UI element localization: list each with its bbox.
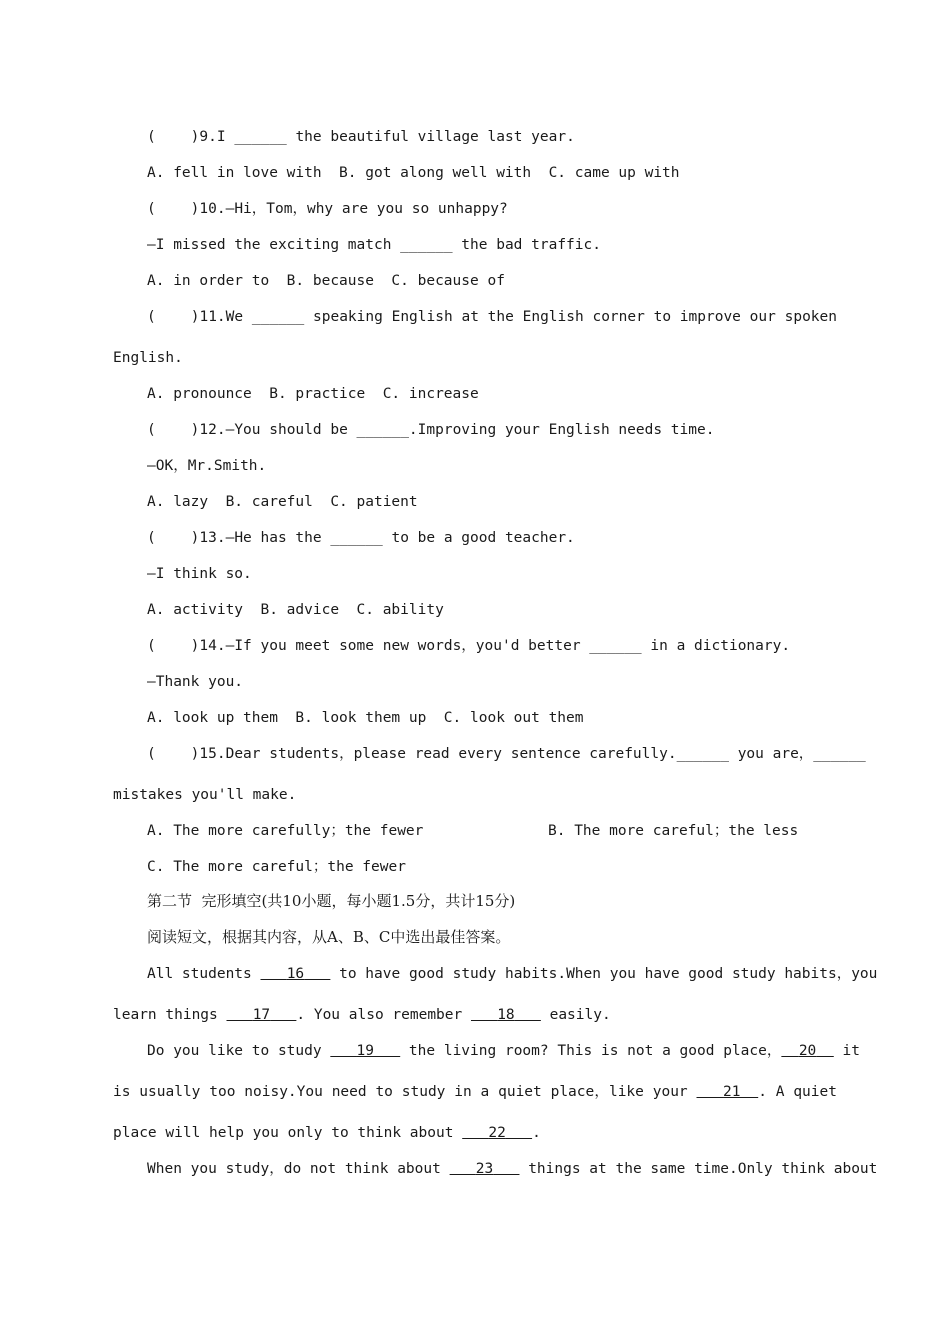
passage-line [147,966,878,982]
question-12 [147,423,714,438]
question-10-options: A. in order to B. because C. because of [147,273,505,289]
blank-18 [471,1007,541,1023]
passage-line [113,1126,541,1141]
question-number: 12. [199,422,226,438]
question-15-option-c: C. The more careful；the fewer [147,859,406,875]
answer-parenthesis: ( ) [147,129,200,145]
passage-text: easily. [540,1007,611,1023]
passage-line [113,1008,611,1023]
answer-parenthesis: ( ) [147,309,200,325]
blank-number: 19 [356,1043,374,1059]
passage-text: All students [147,966,261,982]
question-number: 10. [199,201,226,217]
passage-text: it [833,1043,860,1059]
question-15-continued: mistakes you'll make. [113,787,297,803]
blank-19 [330,1043,400,1059]
passage-line [147,1161,878,1177]
passage-text: to have good study habits.When you have good study habits，you [330,966,878,982]
passage-text: . You also remember [296,1007,471,1023]
question-12-options: A. lazy B. careful C. patient [147,494,418,510]
question-13-options: A. activity B. advice C. ability [147,602,444,618]
question-11-options: A. pronounce B. practice C. increase [147,386,479,402]
passage-text: the living room? This is not a good place， [400,1043,782,1059]
passage-text: place will help you only to think about [113,1125,463,1141]
answer-parenthesis: ( ) [147,746,200,762]
question-15-option-b: B. The more careful；the less [548,823,799,839]
blank-number: 21 [723,1084,741,1100]
question-9-options: A. fell in love with B. got along well with C. came up with [147,165,680,181]
question-15-option-a: A. The more carefully；the fewer [147,823,424,839]
question-number: 15. [199,746,226,762]
answer-parenthesis: ( ) [147,530,200,546]
answer-blank: ______ [400,237,453,253]
question-11 [147,310,837,325]
blank-number: 22 [488,1125,506,1141]
question-stem: the beautiful village last year. [286,129,575,145]
question-stem: —He has the ______ to be a good teacher. [225,530,575,546]
question-stem: Dear students，please read every sentence carefully.______ you are，______ [225,746,866,762]
question-13 [147,531,575,546]
passage-text: is usually too noisy.You need to study in a quiet place，like your [113,1084,697,1100]
question-number: 9. [199,129,217,145]
reply-text: the bad traffic. [452,237,601,253]
blank-22 [462,1125,532,1141]
question-14-reply: —Thank you. [147,674,244,690]
reply-text: —I missed the exciting match [147,237,401,253]
question-stem: I [216,129,235,145]
question-10 [147,202,508,217]
passage-line [113,1085,837,1100]
blank-number: 20 [798,1043,817,1059]
blank-number: 23 [475,1161,494,1177]
passage-text: things at the same time.Only think about [519,1161,878,1177]
question-15 [147,746,866,762]
blank-number: 18 [497,1007,515,1023]
question-9 [147,130,575,145]
question-stem: —You should be ______.Improving your English needs time. [225,422,715,438]
question-number: 11. [199,309,226,325]
blank-23 [450,1161,520,1177]
question-14 [147,639,790,654]
blank-21 [697,1084,759,1100]
answer-parenthesis: ( ) [147,422,200,438]
answer-parenthesis: ( ) [147,638,200,654]
blank-16 [261,966,331,982]
passage-text: learn things [113,1007,227,1023]
question-number: 13. [199,530,226,546]
blank-20 [781,1043,833,1059]
passage-text: Do you like to study [147,1043,331,1059]
question-12-reply: —OK，Mr.Smith. [147,458,267,474]
question-10-reply [147,238,601,253]
section-title: 第二节 完形填空(共10小题，每小题1.5分，共计15分) [147,892,516,910]
passage-text: . A quiet [758,1084,837,1100]
blank-17 [227,1007,297,1023]
passage-text: When you study，do not think about [147,1161,450,1177]
answer-blank: ______ [234,129,287,145]
question-13-reply: —I think so. [147,566,252,582]
blank-number: 16 [286,966,305,982]
answer-parenthesis: ( ) [147,201,200,217]
question-14-options: A. look up them B. look them up C. look out them [147,710,584,726]
question-stem: —If you meet some new words，you'd better ______ in a dictionary. [225,638,791,654]
question-stem: We ______ speaking English at the English corner to improve our spoken [225,309,837,325]
passage-line [147,1043,860,1059]
question-number: 14. [199,638,226,654]
question-11-continued: English. [113,350,183,366]
question-stem: —Hi，Tom，why are you so unhappy? [225,201,508,217]
section-instruction: 阅读短文，根据其内容，从A、B、C中选出最佳答案。 [147,928,511,946]
passage-text: . [532,1125,541,1141]
blank-number: 17 [252,1007,271,1023]
